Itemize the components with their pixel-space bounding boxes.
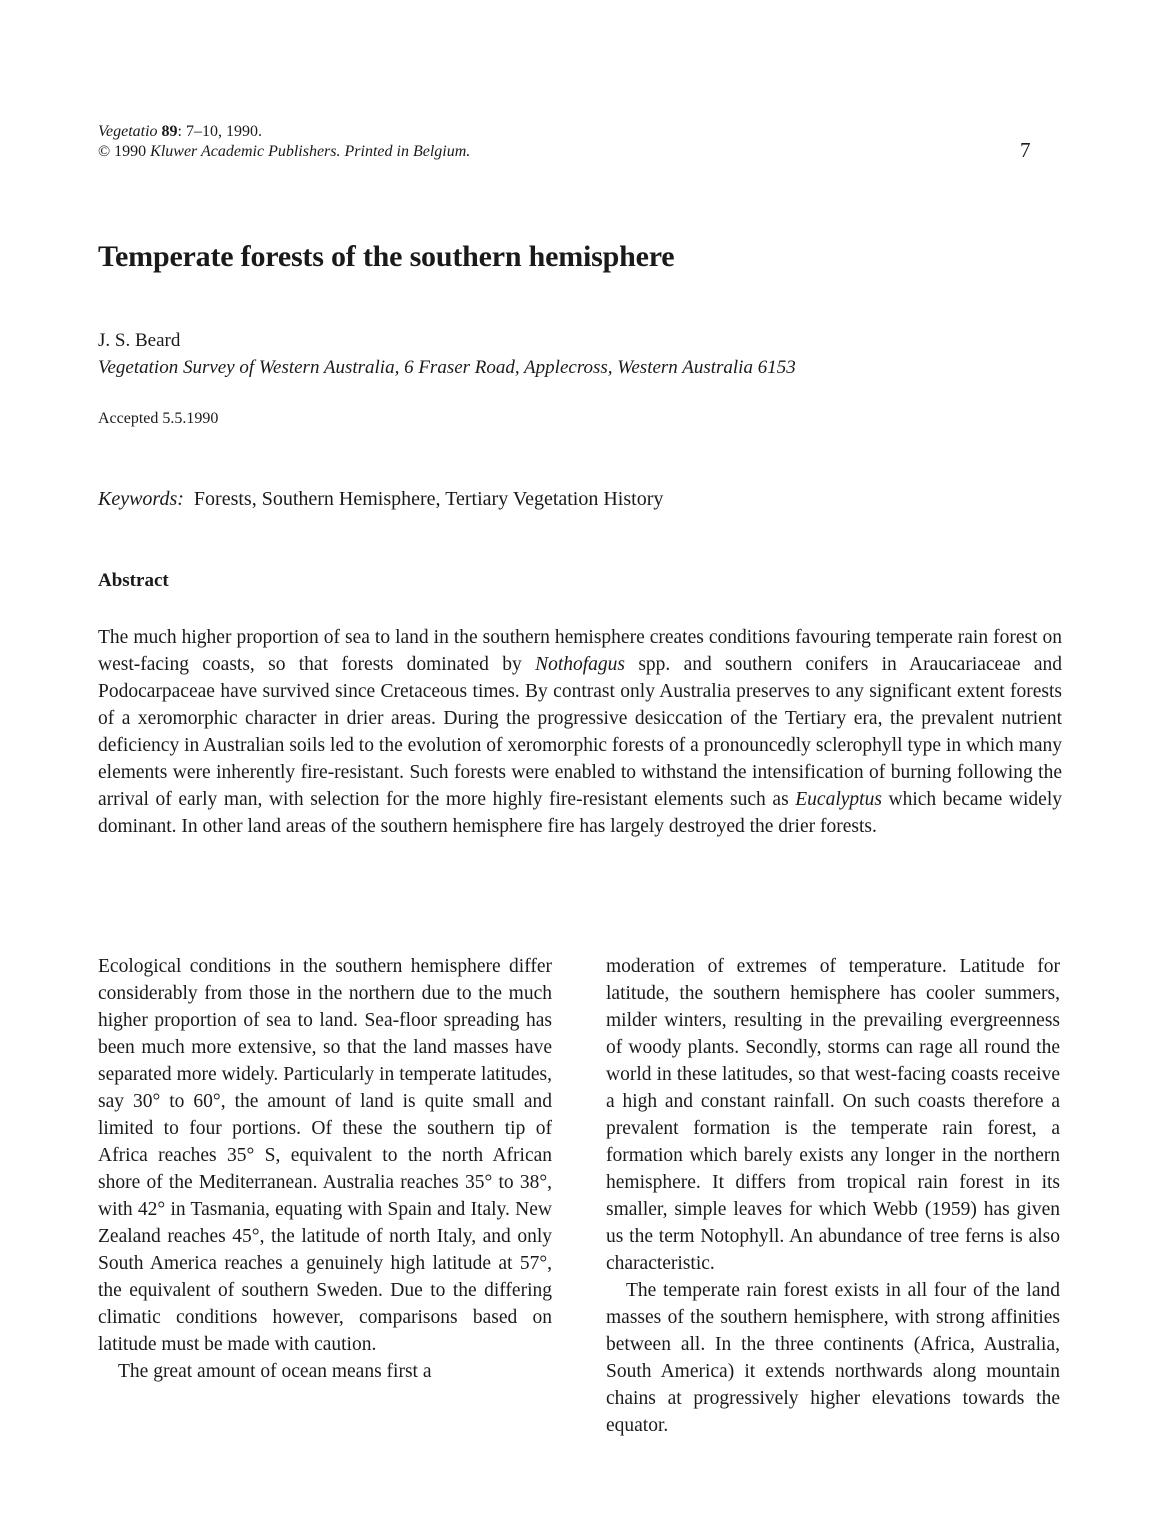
copyright-line [98,142,470,162]
keywords [98,488,663,511]
keywords-text: Forests, Southern Hemisphere, Tertiary Vegetation History [193,488,664,510]
body-paragraph: The temperate rain forest exists in all four of the land masses of the southern hemisphere, with strong affinities between all. In the three continents (Africa, Australia, South America) it extends northwards along mountain chains at progressively higher elevations towards the equator. [606,1280,1060,1436]
copyright-year: © 1990 [98,143,147,160]
author-name: J. S. Beard [98,330,181,351]
accepted-date: Accepted 5.5.1990 [98,410,219,427]
citation-line [98,122,470,142]
keywords-label: Keywords: [98,488,184,510]
journal-pages-year: : 7–10, 1990. [177,123,262,140]
body-column-right [606,953,1060,1439]
abstract-text [98,624,1062,840]
abstract-genus-eucalyptus: Eucalyptus [795,789,882,810]
journal-name: Vegetatio [98,123,158,140]
body-paragraph: moderation of extremes of temperature. Latitude for latitude, the southern hemisphere has cooler summers, milder winters, resulting in the prevailing evergreenness of woody plants. Secondly, storms can rage all round the world in these latitudes, so that west-facing coasts receive a high and constant rainfall. On such coasts therefore a prevalent formation is the temperate rain forest, a formation which barely exists any longer in the northern hemisphere. It differs from tropical rain forest in its smaller, simple leaves for which Webb (1959) has given us the term Notophyll. An abundance of tree ferns is also characteristic. [606,956,1060,1274]
page-number: 7 [1020,138,1031,162]
article-title: Temperate forests of the southern hemisphere [98,240,675,273]
abstract-heading: Abstract [98,570,169,591]
abstract-part-2: spp. and southern conifers in Araucariaceae and Podocarpaceae have survived since Cretaceous times. By contrast only Australia preserves to any significant extent forests of a xeromorphic character in drier areas. During the progressive desiccation of the Tertiary era, the prevalent nutrient deficiency in Australian soils led to the evolution of xeromorphic forests of a pronouncedly sclerophyll type in which many elements were inherently fire-resistant. Such forests were enabled to withstand the intensification of burning following the arrival of early man, with selection for the more highly fire-resistant elements such as [98,654,1062,810]
abstract-part-3: which became widely dominant. In other land areas of the southern hemisphere fire has largely destroyed the drier forests. [98,789,1062,837]
publisher: Kluwer Academic Publishers. Printed in Belgium. [150,143,471,160]
author-affiliation: Vegetation Survey of Western Australia, 6 Fraser Road, Applecross, Western Australia 6153 [98,357,796,378]
abstract-part-1: The much higher proportion of sea to land in the southern hemisphere creates conditions favouring temperate rain forest on west-facing coasts, so that forests dominated by [98,627,1062,675]
body-column-left [98,953,552,1385]
body-paragraph: The great amount of ocean means first a [118,1361,432,1382]
body-paragraph: Ecological conditions in the southern hemisphere differ considerably from those in the northern due to the much higher proportion of sea to land. Sea-floor spreading has been much more extensive, so that the land masses have separated more widely. Particularly in temperate latitudes, say 30° to 60°, the amount of land is quite small and limited to four portions. Of these the southern tip of Africa reaches 35° S, equivalent to the north African shore of the Mediterranean. Australia reaches 35° to 38°, with 42° in Tasmania, equating with Spain and Italy. New Zealand reaches 45°, the latitude of north Italy, and only South America reaches a genuinely high latitude at 57°, the equivalent of southern Sweden. Due to the differing climatic conditions however, comparisons based on latitude must be made with caution. [98,956,552,1355]
abstract-genus-nothofagus: Nothofagus [535,654,625,675]
journal-volume: 89 [161,123,178,140]
journal-header [98,122,470,162]
